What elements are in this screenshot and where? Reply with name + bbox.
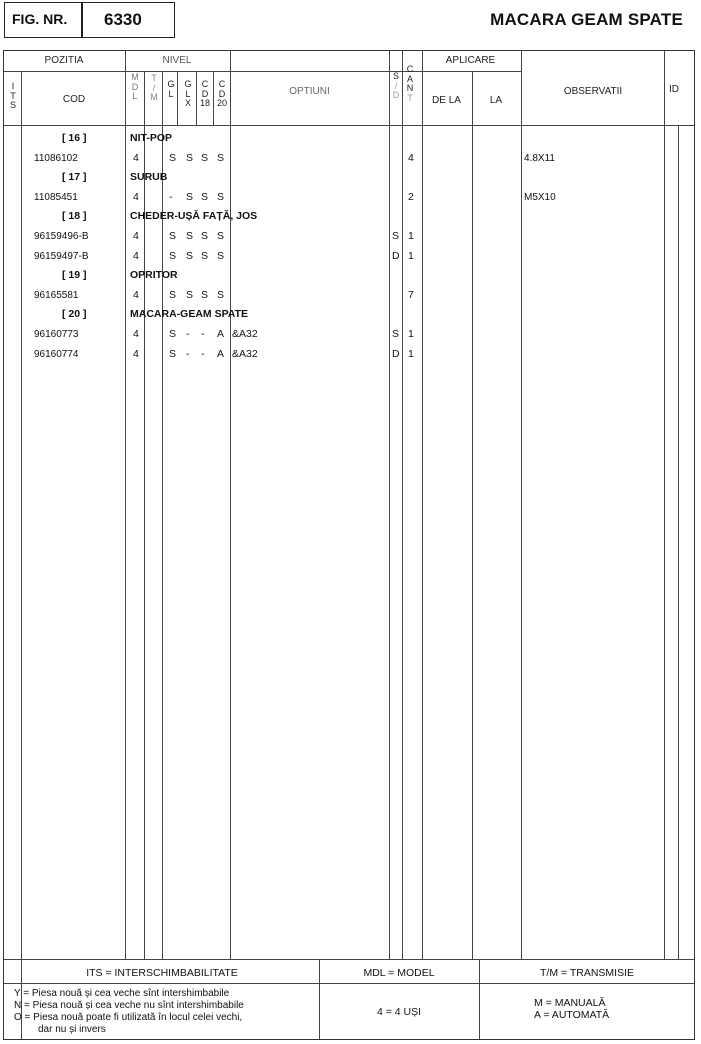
cell-sd: S: [392, 328, 400, 340]
cell-cd20: S: [201, 190, 209, 203]
figure-label: FIG. NR.: [12, 11, 68, 27]
cell-mdl: 4: [133, 190, 139, 203]
figure-box-divider: [81, 2, 83, 38]
cell-mdl: 4: [133, 249, 139, 262]
footer-tm-manual: M = MANUALĂ: [534, 997, 606, 1009]
cell-mdl: 4: [133, 151, 139, 164]
header-gl: G L: [167, 79, 175, 99]
cell-cod: 96160773: [34, 329, 79, 340]
cell-sd: D: [392, 347, 400, 360]
cell-cd18: S: [186, 151, 194, 164]
cell-glx: -: [186, 347, 190, 360]
header-observatii: OBSERVATII: [563, 86, 623, 97]
cell-cod: 11085451: [34, 191, 78, 203]
part-group-name: NIT-POP: [130, 132, 173, 144]
cell-mdl: 4: [133, 288, 139, 301]
col-line-id: [678, 125, 679, 959]
cell-opt: &A32: [232, 347, 258, 360]
position-marker: [ 18 ]: [62, 210, 87, 223]
header-mdl: M D L: [131, 72, 139, 101]
part-group-name: OPRITOR: [130, 269, 178, 282]
cell-mdl: 4: [133, 347, 139, 360]
header-optiuni: OPTIUNI: [289, 86, 330, 97]
part-group-name: MACARA-GEAM SPATE: [130, 308, 249, 321]
col-line-tm: [162, 71, 163, 959]
header-sd: S / D: [392, 71, 400, 100]
cell-glx: -: [169, 190, 173, 203]
col-line-obs: [664, 51, 665, 959]
cell-cd20: S: [217, 230, 225, 242]
footer-mdl-title: MDL = MODEL: [363, 967, 435, 979]
header-id: ID: [669, 84, 679, 95]
header-de-la: DE LA: [432, 95, 461, 106]
col-line-la: [521, 51, 522, 959]
cell-cod: 96165581: [34, 289, 79, 301]
header-cd20: C D 20: [216, 79, 227, 108]
cell-cant: 1: [408, 347, 414, 360]
footer-top-line: [4, 959, 694, 960]
cell-cod: 96159496-B: [34, 231, 89, 242]
cell-glx: S: [186, 288, 194, 301]
position-marker: [ 17 ]: [62, 171, 87, 184]
cell-cd20: S: [217, 249, 225, 262]
header-nivel: NIVEL: [162, 55, 192, 66]
cell-glx: S: [186, 249, 194, 262]
col-line-optiuni: [389, 51, 390, 959]
cell-extra: S: [217, 151, 225, 164]
col-line-gl: [177, 71, 178, 125]
cell-cant: 4: [408, 151, 414, 164]
cell-cant: 2: [408, 190, 414, 203]
position-marker: [ 19 ]: [62, 269, 87, 282]
header-aplicare: APLICARE: [445, 55, 496, 66]
cell-cd20: S: [217, 288, 225, 301]
cell-cd20: S: [201, 151, 209, 164]
header-glx: G L X: [184, 79, 192, 108]
cell-gl: S: [169, 230, 177, 242]
part-group-name: CHEDER-UȘĂ FAȚĂ, JOS: [130, 210, 258, 223]
cell-sd: S: [392, 230, 400, 242]
cell-glx: S: [186, 230, 194, 242]
cell-obs: M5X10: [524, 191, 556, 203]
header-pozitia: POZITIA: [44, 55, 84, 66]
cell-cant: 1: [408, 328, 414, 340]
cell-obs: 4.8X11: [524, 152, 555, 164]
cell-gl: S: [169, 288, 177, 301]
cell-cd18: S: [186, 190, 194, 203]
footer-its-title: ITS = INTERSCHIMBABILITATE: [86, 967, 238, 979]
col-line-mdl: [144, 71, 145, 959]
cell-gl: S: [169, 347, 177, 360]
cell-cant: 1: [408, 230, 414, 242]
footer-its-line-n: N = Piesa nouă și cea veche nu sînt intershimbabile: [14, 1000, 244, 1011]
header-cod: COD: [62, 94, 86, 105]
footer-tm-auto: A = AUTOMATĂ: [534, 1009, 610, 1021]
cell-cod: 11086102: [34, 152, 78, 164]
cell-cd18: S: [201, 230, 209, 242]
cell-cd18: -: [201, 328, 205, 340]
footer-its-line-y: Y = Piesa nouă și cea veche sînt intershimbabile: [14, 988, 230, 999]
cell-gl: S: [169, 328, 177, 340]
cell-gl: S: [169, 249, 177, 262]
header-its: I T S: [9, 81, 16, 110]
cell-opt: &A32: [232, 328, 258, 340]
cell-extra: S: [217, 190, 225, 203]
cell-sd: D: [392, 249, 400, 262]
header-bottom-line: [4, 125, 694, 126]
header-cant: C A N T: [406, 64, 414, 103]
footer-tm-title: T/M = TRANSMISIE: [539, 967, 635, 979]
col-line-glx: [196, 71, 197, 125]
header-subdivider: [4, 71, 521, 72]
cell-cd18: S: [201, 249, 209, 262]
cell-cd18: S: [201, 288, 209, 301]
col-line-cd18: [213, 71, 214, 125]
parts-table: [3, 50, 695, 1040]
header-tm: T / M: [150, 73, 158, 102]
footer-its-line-o-cont: dar nu și invers: [38, 1024, 106, 1035]
part-group-name: SURUB: [130, 171, 168, 184]
col-line-cant: [422, 51, 423, 959]
footer-its-line-o: O = Piesa nouă poate fi utilizată în locul celei vechi,: [14, 1012, 243, 1023]
position-marker: [ 20 ]: [62, 308, 87, 321]
col-line-sd: [402, 51, 403, 959]
header-la: LA: [489, 95, 503, 106]
col-line-dela: [472, 71, 473, 959]
cell-cd20: A: [217, 328, 225, 340]
cell-mdl: 4: [133, 230, 139, 242]
cell-cd20: A: [217, 347, 225, 360]
cell-mdl: 4: [133, 328, 139, 340]
col-line-cd20: [230, 51, 231, 959]
cell-cant: 7: [408, 288, 414, 301]
figure-number: 6330: [104, 10, 142, 29]
cell-cod: 96160774: [34, 348, 79, 360]
col-line-its: [21, 71, 22, 1039]
cell-cd18: -: [201, 347, 205, 360]
footer-mdl-value: 4 = 4 UȘI: [376, 1006, 422, 1018]
cell-glx: -: [186, 328, 190, 340]
col-line-cod: [125, 51, 126, 959]
header-cd18: C D 18: [199, 79, 210, 108]
cell-cant: 1: [408, 249, 414, 262]
page-title: MACARA GEAM SPATE: [490, 10, 683, 29]
footer-sub-line: [4, 983, 694, 984]
position-marker: [ 16 ]: [62, 132, 87, 144]
cell-glx: S: [169, 151, 177, 164]
cell-cod: 96159497-B: [34, 250, 89, 262]
